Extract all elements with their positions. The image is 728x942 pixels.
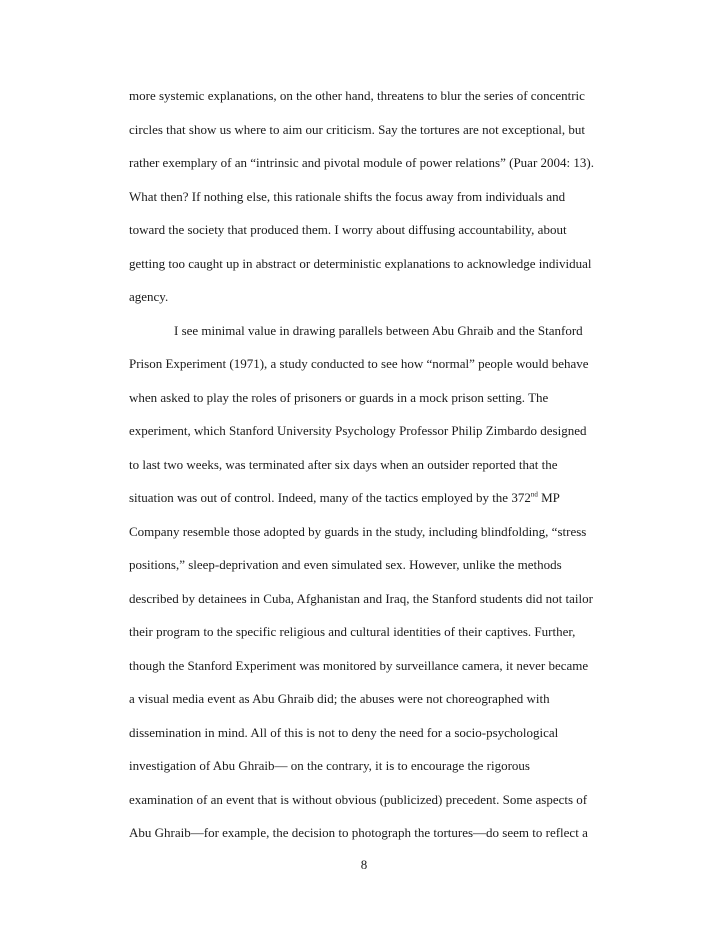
text-line: to last two weeks, was terminated after six days when an outsider reported that the bbox=[129, 456, 558, 472]
text-line: when asked to play the roles of prisoners or guards in a mock prison setting. The bbox=[129, 389, 549, 405]
text-line: agency. bbox=[129, 289, 169, 304]
text-line: more systemic explanations, on the other hand, threatens to blur the series of concentric bbox=[129, 88, 585, 103]
text-line: a visual media event as Abu Ghraib did; the abuses were not choreographed with bbox=[129, 691, 550, 706]
text-line: described by detainees in Cuba, Afghanistan and Iraq, the Stanford students did not tailor bbox=[129, 590, 593, 606]
ordinal-superscript: nd bbox=[530, 490, 538, 499]
text-run: situation was out of control. Indeed, many of the tactics employed by the 372 bbox=[129, 490, 531, 505]
paragraph-first-line: I see minimal value in drawing parallels between Abu Ghraib and the Stanford bbox=[174, 322, 583, 338]
text-line-with-superscript bbox=[129, 481, 649, 515]
text-line: What then? If nothing else, this rationale shifts the focus away from individuals and bbox=[129, 188, 566, 204]
text-line: Company resemble those adopted by guards in the study, including blindfolding, “stress bbox=[129, 523, 587, 539]
text-line: Abu Ghraib—for example, the decision to photograph the tortures—do seem to reflect a bbox=[129, 825, 588, 840]
text-line: rather exemplary of an “intrinsic and pivotal module of power relations” (Puar 2004: 13). bbox=[129, 155, 594, 170]
text-line: Prison Experiment (1971), a study conducted to see how “normal” people would behave bbox=[129, 356, 589, 371]
text-line: examination of an event that is without obvious (publicized) precedent. Some aspects of bbox=[129, 791, 588, 807]
text-line: positions,” sleep-deprivation and even simulated sex. However, unlike the methods bbox=[129, 557, 562, 572]
text-line: investigation of Abu Ghraib— on the contrary, it is to encourage the rigorous bbox=[129, 758, 530, 773]
text-line: getting too caught up in abstract or deterministic explanations to acknowledge individual bbox=[129, 255, 592, 271]
text-line: experiment, which Stanford University Psychology Professor Philip Zimbardo designed bbox=[129, 423, 587, 438]
text-line: dissemination in mind. All of this is not to deny the need for a socio-psychological bbox=[129, 724, 559, 740]
body-text bbox=[129, 79, 649, 850]
text-line: though the Stanford Experiment was monitored by surveillance camera, it never became bbox=[129, 657, 589, 673]
text-line: their program to the specific religious and cultural identities of their captives. Further, bbox=[129, 624, 576, 639]
page-number: 8 bbox=[360, 857, 368, 872]
text-run: MP bbox=[537, 490, 560, 505]
text-line: circles that show us where to aim our criticism. Say the tortures are not exceptional, but bbox=[129, 121, 585, 137]
text-line: toward the society that produced them. I worry about diffusing accountability, about bbox=[129, 222, 567, 237]
